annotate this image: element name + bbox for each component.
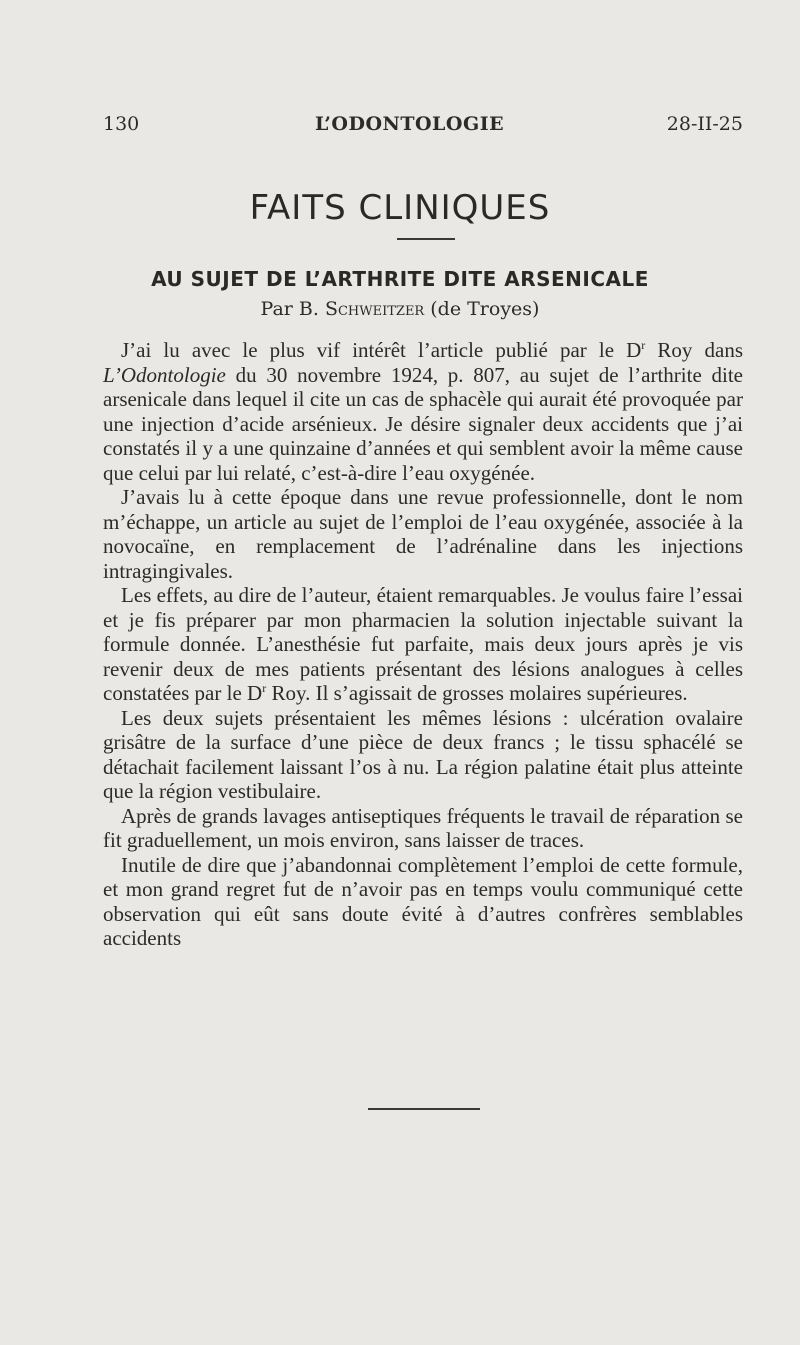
journal-name: L’ODONTOLOGIE [315, 113, 505, 135]
paragraph: Inutile de dire que j’abandonnai complètement l’emploi de cette formule, et mon grand regret fut de n’avoir pas en temps voulu communiqué cette observation qui eût sans doute évité à d’autres confrères semblables accidents [103, 852, 743, 950]
page-number: 130 [103, 113, 140, 135]
superscript: r [262, 681, 267, 695]
end-rule [368, 1108, 480, 1110]
paragraph-text: Roy. Il s’agissait de grosses molaires supérieures. [266, 681, 688, 705]
section-title: FAITS CLINIQUES [249, 188, 551, 228]
paragraph-text: J’ai lu avec le plus vif intérêt l’article publié par le D [121, 338, 642, 362]
journal-reference: L’Odontologie [103, 362, 226, 387]
paragraph [103, 338, 743, 485]
byline [0, 298, 800, 320]
title-divider [397, 238, 455, 240]
paragraph: J’avais lu à cette époque dans une revue professionnelle, dont le nom m’échappe, un article au sujet de l’emploi de l’eau oxygénée, associée à la novocaïne, en remplacement de l’adrénaline dans les injections intragingivales. [103, 485, 743, 583]
paragraph-text: du 30 novembre 1924, p. 807, au sujet de l’arthrite dite arsenicale dans lequel il cite un cas de sphacèle qui aurait été provoquée par une injection d’acide arsénieux. Je désire signaler deux accidents que j’ai constatés il y a une quinzaine d’années et qui semblent avoir la même cause que celui par lui relaté, c’est-à-dire l’eau oxygénée. [103, 362, 743, 485]
article-body [103, 338, 743, 951]
issue-date: 28-II-25 [666, 113, 743, 135]
article-title: AU SUJET DE L’ARTHRITE DITE ARSENICALE [151, 267, 649, 291]
paragraph: Après de grands lavages antiseptiques fréquents le travail de réparation se fit graduellement, un mois environ, sans laisser de traces. [103, 803, 743, 852]
paragraph-text: Les effets, au dire de l’auteur, étaient remarquables. Je voulus faire l’essai et je fis préparer par mon pharmacien la solution injectable suivant la formule donnée. L’anesthésie fut parfaite, mais deux jours après je vis revenir deux de mes patients présentant des lésions analogues à celles constatées par le D [103, 583, 743, 705]
paragraph [103, 583, 743, 706]
paragraph-text: Roy dans [645, 338, 743, 362]
byline-suffix: (de Troyes) [424, 298, 540, 320]
paragraph: Les deux sujets présentaient les mêmes lésions : ulcération ovalaire grisâtre de la surface d’une pièce de deux francs ; le tissu sphacélé se détachait facilement laissant l’os à nu. La région palatine était plus atteinte que la région vestibulaire. [103, 705, 743, 803]
byline-prefix: Par B. [260, 298, 325, 320]
superscript: r [641, 338, 646, 352]
byline-author: Schweitzer [324, 298, 425, 320]
running-header [103, 113, 743, 141]
